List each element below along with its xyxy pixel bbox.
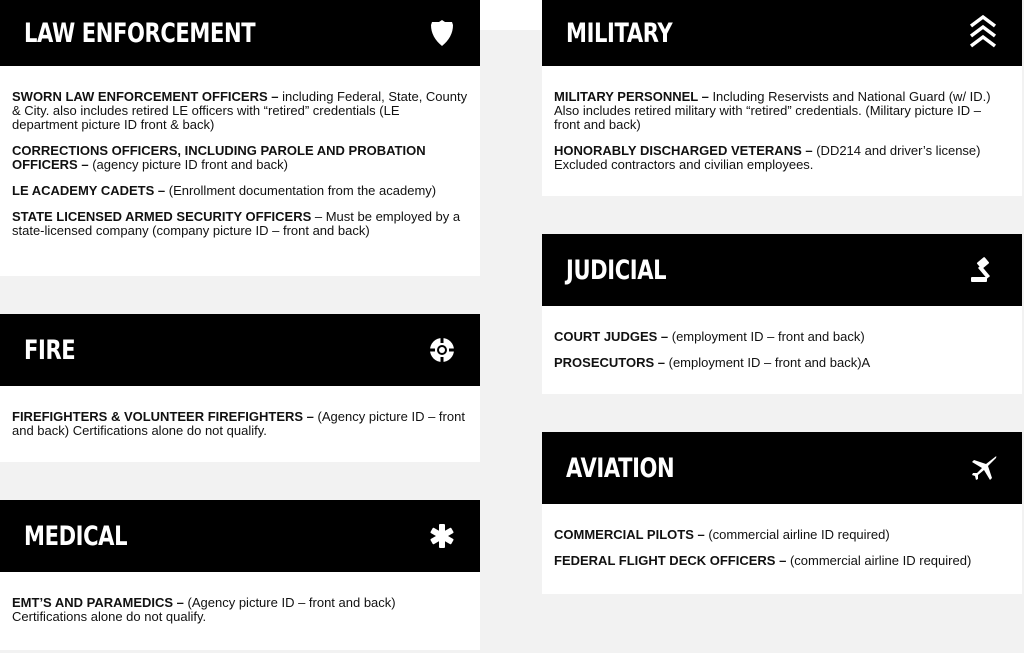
list-item: FEDERAL FLIGHT DECK OFFICERS – (commercial airline ID required)	[554, 553, 972, 568]
medical-header	[0, 500, 480, 572]
list-item: PROSECUTORS – (employment ID – front and back)A	[554, 355, 871, 370]
law-enforcement-header	[0, 0, 480, 66]
list-item: STATE LICENSED ARMED SECURITY OFFICERS – Must be employed by a state-licensed company (company picture ID – front and back)	[12, 209, 461, 238]
list-item: HONORABLY DISCHARGED VETERANS – (DD214 and driver’s license) Excluded contractors and civilian employees.	[554, 143, 981, 172]
list-item: COMMERCIAL PILOTS – (commercial airline ID required)	[554, 527, 890, 542]
aviation-header	[542, 432, 1022, 504]
fire-header	[0, 314, 480, 386]
judicial-title: JUDICIAL	[566, 254, 667, 286]
medical-body	[0, 572, 480, 624]
fire-title: FIRE	[24, 334, 76, 366]
fire-body	[0, 386, 480, 438]
aviation-title: AVIATION	[566, 452, 675, 484]
judicial-body	[542, 306, 1022, 370]
list-item: SWORN LAW ENFORCEMENT OFFICERS – including Federal, State, County & City. also includes retired LE officers with “retired” credentials (LE department picture ID front & back)	[12, 89, 468, 132]
judicial-header	[542, 234, 1022, 306]
firefighter-cross-icon	[428, 336, 456, 364]
military-body	[542, 66, 1022, 172]
list-item: FIREFIGHTERS & VOLUNTEER FIREFIGHTERS – (Agency picture ID – front and back) Certifications alone do not qualify.	[12, 409, 465, 438]
top-divider-gap	[480, 0, 542, 30]
chevrons-up-icon	[968, 13, 998, 53]
medical-title: MEDICAL	[24, 520, 128, 552]
gavel-icon	[970, 256, 998, 284]
list-item: MILITARY PERSONNEL – Including Reservists and National Guard (w/ ID.) Also includes retired military with “retired” credentials. (Military picture ID – front and back)	[554, 89, 991, 132]
law-enforcement-title: LAW ENFORCEMENT	[24, 17, 256, 49]
military-header	[542, 0, 1022, 66]
law-enforcement-card	[0, 0, 480, 276]
military-card	[542, 0, 1022, 196]
list-item: COURT JUDGES – (employment ID – front and back)	[554, 329, 865, 344]
list-item: EMT’S AND PARAMEDICS – (Agency picture ID – front and back) Certifications alone do not qualify.	[12, 595, 396, 624]
airplane-icon	[970, 454, 998, 482]
aviation-body	[542, 504, 1022, 568]
aviation-card	[542, 432, 1022, 594]
judicial-card	[542, 234, 1022, 394]
police-badge-icon	[428, 19, 456, 47]
list-item: CORRECTIONS OFFICERS, INCLUDING PAROLE AND PROBATION OFFICERS – (agency picture ID front and back)	[12, 143, 426, 172]
star-of-life-icon	[428, 522, 456, 550]
military-title: MILITARY	[566, 17, 673, 49]
fire-card	[0, 314, 480, 462]
medical-card	[0, 500, 480, 650]
law-enforcement-body	[0, 66, 480, 238]
list-item: LE ACADEMY CADETS – (Enrollment documentation from the academy)	[12, 183, 437, 198]
